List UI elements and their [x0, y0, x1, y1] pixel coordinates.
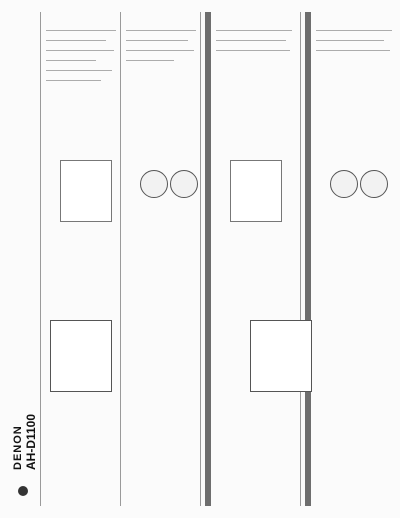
column-divider: [120, 12, 121, 506]
cable-figure-icon: [230, 160, 282, 222]
ear-cup-figure-icon: [140, 170, 168, 198]
spec-table: [50, 320, 112, 392]
column-divider: [200, 12, 201, 506]
column-divider: [300, 12, 301, 506]
section-bar: [205, 12, 211, 506]
brand-name: DENON: [12, 425, 24, 470]
headphone-figure-icon: [60, 160, 112, 222]
ear-cup-figure-icon: [330, 170, 358, 198]
ear-cup-figure-icon: [170, 170, 198, 198]
spec-table: [250, 320, 312, 392]
section-bar: [305, 12, 311, 506]
brand-logo-icon: [18, 486, 28, 496]
column-divider: [40, 12, 41, 506]
model-name: AH-D1100: [24, 413, 38, 470]
ear-cup-figure-icon: [360, 170, 388, 198]
